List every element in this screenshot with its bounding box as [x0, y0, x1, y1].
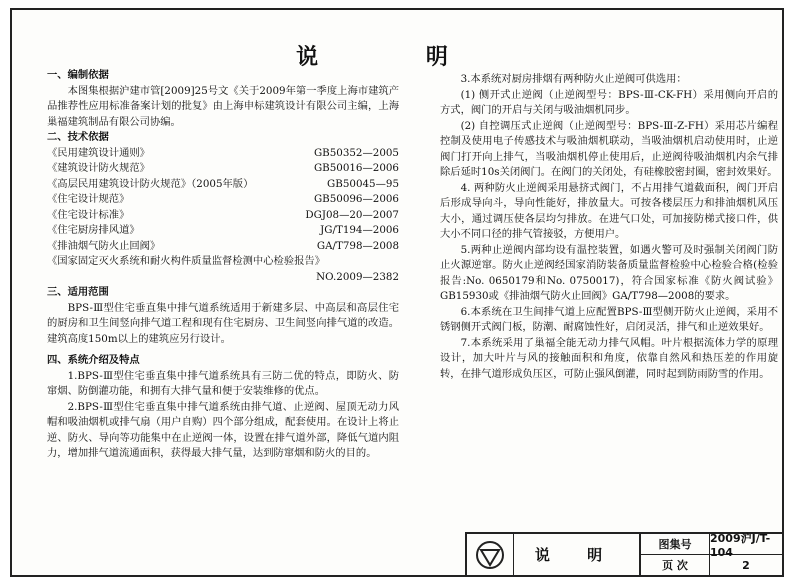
- standard-item-report-code: NO.2009—2382: [316, 270, 399, 283]
- standard-name: 《住宅设计标准》: [47, 208, 130, 221]
- standard-name: 《住宅厨房排风道》: [47, 224, 140, 236]
- atlas-number-value: 2009沪J/T-104: [710, 534, 782, 555]
- right-column: [440, 72, 778, 382]
- section-heading-technical: 二、技术依据: [47, 131, 109, 143]
- standard-code: GB50045—95: [327, 177, 399, 190]
- standards-list: [47, 146, 399, 286]
- triangle-in-circle-logo-icon: [467, 534, 514, 575]
- title-block-name: 说 明: [514, 534, 641, 575]
- standard-item: [47, 239, 399, 255]
- standard-code: JG/T194—2006: [320, 224, 399, 236]
- scope-paragraph: BPS-Ⅲ型住宅垂直集中排气道系统适用于新建多层、中高层和高层住宅的厨房和卫生间竖向排气道工程和现有住宅厨房、卫生间竖向排气道的改造。建筑高度150m以上的建筑应另行设计。: [47, 301, 399, 345]
- page-number-label: 页 次: [641, 555, 710, 575]
- section-heading-basis: 一、编制依据: [47, 69, 109, 81]
- valve-option-auto-pressure: (2) 自控调压式止逆阀（止逆阀型号：BPS-Ⅲ-Z-FH）采用芯片编程控制及使用电子传感技术与吸油烟机联动，当吸油烟机启动使用时，止逆阀门打开向上排气，当吸油烟机停止使用后，止逆阀待吸油烟机内余气排除后延时10s关闭阀门。在阀门的关闭处，有硅橡胶密封圈，密封效果好。: [440, 119, 778, 178]
- valve-options-paragraph: 3.本系统对厨房排烟有两种防火止逆阀可供选用：: [460, 73, 687, 85]
- standard-code: GB50016—2006: [313, 162, 399, 174]
- temperature-control-paragraph: 5.两种止逆阀内部均设有温控装置，如遇火警可及时强制关闭阀门防止火源逆窜。防火止逆阀经国家消防装备质量监督检验中心检验合格(检验报告:No. 0650179和No. 0750017)，符合国家标准《防火阀试验》GB15930或《排油烟气防火止回阀》GA/T798—2008的要求。: [440, 243, 778, 302]
- standard-code: GB50352—2005: [313, 146, 399, 159]
- title-block: [465, 532, 784, 575]
- valve-option-side-open: (1) 侧开式止逆阀（止逆阀型号：BPS-Ⅲ-CK-FH）采用侧向开启的方式，阀门的开启与关闭与吸油烟机同步。: [440, 88, 778, 116]
- atlas-number-label: 图集号: [641, 534, 710, 555]
- page-number-value: 2: [742, 558, 750, 572]
- basis-paragraph: 本图集根据沪建市管[2009]25号文《关于2009年第一季度上海市建筑产品推荐性应用标准备案计划的批复》由上海申标建筑设计有限公司主编，上海巢福建筑制品有限公司协编。: [47, 84, 399, 128]
- standard-name: 《排油烟气防火止回阀》: [47, 239, 161, 252]
- roof-cap-paragraph: 7.本系统采用了巢福全能无动力排气风帽。叶片根据流体力学的原理设计，加大叶片与风的接触面积和角度，依靠自然风和热压差的作用旋转，在排气道形成负压区，可防止强风倒灌，同时起到防雨防雪的作用。: [440, 336, 778, 380]
- valve-structure-paragraph: 4. 两种防火止逆阀采用悬挤式阀门，不占用排气道截面积，阀门开启后形成导向斗，导向性能好，排放量大。可按各楼层压力和排油烟机风压大小，通过调压使各层均匀排放。在进气口处，可加接防梯式接口件，供大小不同口径的排气管接驳，方便用户。: [440, 181, 778, 240]
- standard-code: DGJ08—20—2007: [305, 208, 399, 221]
- standard-item-report-name: 《国家固定灭火系统和耐火构件质量监督检测中心检验报告》: [47, 255, 326, 267]
- left-column: [47, 68, 399, 462]
- section-heading-scope: 三、适用范围: [47, 286, 109, 298]
- standard-item: [47, 223, 399, 239]
- system-paragraph-2: 2.BPS-Ⅲ型住宅垂直集中排气道系统由排气道、止逆阀、屋顶无动力风帽和吸油烟机或排气扇（用户自购）四个部分组成，配套使用。在设计上将止逆、防火、导向等功能集中在止逆阀一体，设置在排气道外部，降低气道内阻力，增加排气道流通面积，获得最大排气量，达到防窜烟和防火的目的。: [47, 400, 399, 459]
- page-title: 说 明: [296, 45, 498, 70]
- standard-name: 《民用建筑设计通则》: [47, 146, 150, 159]
- standard-name: 《建筑设计防火规范》: [47, 162, 150, 174]
- standard-item: [47, 161, 399, 177]
- standard-item: [47, 208, 399, 224]
- standard-item: [47, 146, 399, 162]
- system-paragraph-1: 1.BPS-Ⅲ型住宅垂直集中排气道系统具有三防二优的特点，即防火、防窜烟、防倒灌功能，和拥有大排气量和便于安装维修的优点。: [47, 369, 399, 397]
- standard-code: GA/T798—2008: [316, 239, 399, 252]
- standard-item: [47, 177, 399, 193]
- section-heading-system: 四、系统介绍及特点: [47, 354, 140, 366]
- drawing-sheet: [10, 8, 784, 577]
- standard-name: 《高层民用建筑设计防火规范》（2005年版）: [47, 177, 254, 190]
- bathroom-valve-paragraph: 6.本系统在卫生间排气道上应配置BPS-Ⅲ型侧开防火止逆阀，采用不锈钢侧开式阀门板，防潮、耐腐蚀性好，启闭灵活，排气和止逆效果好。: [440, 305, 778, 333]
- standard-item: [47, 192, 399, 208]
- standard-code: GB50096—2006: [313, 193, 399, 205]
- standard-name: 《住宅设计规范》: [47, 193, 130, 205]
